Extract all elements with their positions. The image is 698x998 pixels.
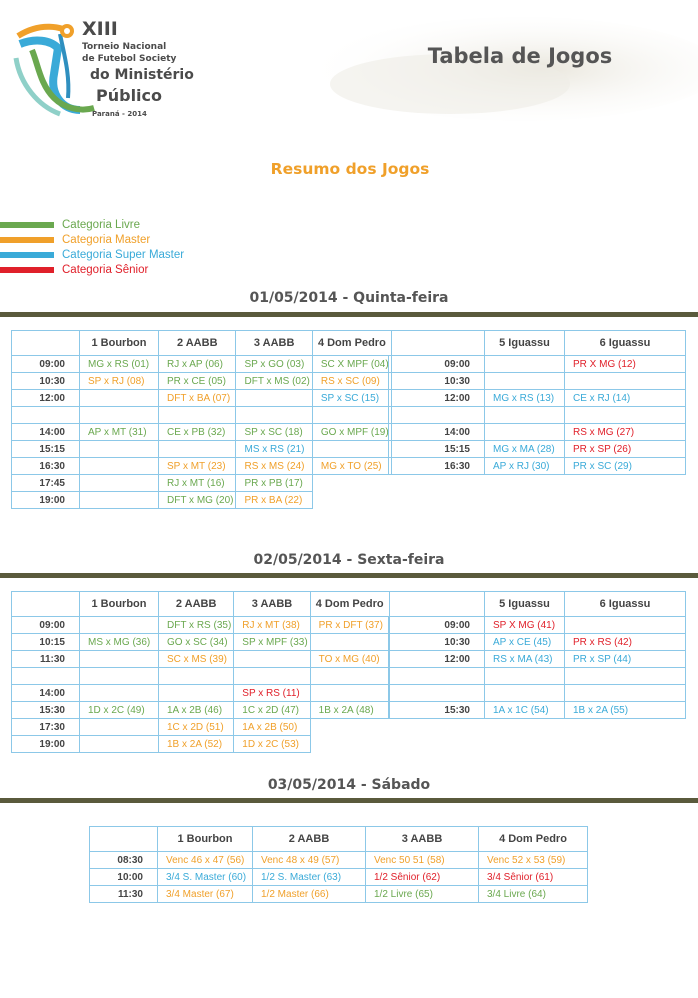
table-row	[12, 736, 390, 753]
time-header-cell	[389, 592, 485, 617]
table-row	[12, 475, 392, 492]
table-row	[389, 617, 686, 634]
game-cell: 1B x 2A (55)	[565, 702, 686, 719]
game-cell: 1D x 2C (49)	[80, 702, 159, 719]
table-row	[12, 685, 390, 702]
table-row	[389, 634, 686, 651]
table-row	[389, 651, 686, 668]
game-cell: PR x PB (17)	[236, 475, 312, 492]
empty-game-cell	[565, 685, 686, 702]
time-cell: 12:00	[389, 390, 485, 407]
venue-header: 1 Bourbon	[80, 592, 159, 617]
logo-line1: Torneio Nacional	[82, 42, 167, 52]
day-title-1: 01/05/2014 - Quinta-feira	[249, 290, 449, 306]
table-row	[12, 458, 392, 475]
day-divider-3	[0, 798, 698, 803]
empty-game-cell	[80, 492, 159, 509]
venue-header: 4 Dom Pedro	[479, 827, 588, 852]
venue-header: 3 AABB	[236, 331, 312, 356]
game-cell: 1/2 Sênior (62)	[366, 869, 479, 886]
table-row	[389, 424, 686, 441]
table-row	[12, 702, 390, 719]
game-cell: SP x GO (03)	[236, 356, 312, 373]
table-row	[389, 373, 686, 390]
empty-game-cell	[565, 407, 686, 424]
time-cell: 19:00	[12, 736, 80, 753]
game-cell: SC x MS (39)	[159, 651, 234, 668]
game-cell: DFT x RS (35)	[159, 617, 234, 634]
logo-line2: de Futebol Society	[82, 54, 177, 64]
game-cell: SP x RJ (08)	[80, 373, 159, 390]
time-cell: 15:15	[12, 441, 80, 458]
game-cell: SP x SC (15)	[312, 390, 391, 407]
empty-game-cell	[236, 390, 312, 407]
time-cell: 16:30	[389, 458, 485, 475]
table-row	[12, 407, 392, 424]
empty-game-cell	[159, 441, 236, 458]
time-cell: 19:00	[12, 492, 80, 509]
venue-header: 4 Dom Pedro	[310, 592, 389, 617]
empty-game-cell	[80, 719, 159, 736]
empty-game-cell	[80, 651, 159, 668]
game-cell: 1/2 Master (66)	[253, 886, 366, 903]
time-cell: 14:00	[12, 685, 80, 702]
time-cell: 17:30	[12, 719, 80, 736]
time-header-cell	[90, 827, 158, 852]
game-cell: SP X MG (41)	[485, 617, 565, 634]
time-cell	[12, 407, 80, 424]
legend-swatch	[0, 267, 54, 273]
game-cell: PR X MG (12)	[565, 356, 686, 373]
table-row	[12, 651, 390, 668]
venue-header: 2 AABB	[159, 331, 236, 356]
time-cell: 14:00	[12, 424, 80, 441]
game-cell: RJ x MT (16)	[159, 475, 236, 492]
time-cell: 09:00	[12, 617, 80, 634]
game-cell: 3/4 Sênior (61)	[479, 869, 588, 886]
game-cell: AP x MT (31)	[80, 424, 159, 441]
game-cell: SP x MPF (33)	[234, 634, 310, 651]
legend-label: Categoria Livre	[62, 219, 140, 231]
game-cell: Venc 50 51 (58)	[366, 852, 479, 869]
empty-space	[310, 736, 389, 753]
venue-header: 4 Dom Pedro	[312, 331, 391, 356]
game-cell: AP x CE (45)	[485, 634, 565, 651]
venue-header: 2 AABB	[159, 592, 234, 617]
empty-game-cell	[159, 407, 236, 424]
time-cell: 17:45	[12, 475, 80, 492]
venue-header: 6 Iguassu	[565, 592, 686, 617]
empty-game-cell	[159, 668, 234, 685]
empty-game-cell	[236, 407, 312, 424]
table-row	[90, 886, 588, 903]
table-header-row	[389, 331, 686, 356]
empty-space	[312, 475, 391, 492]
game-cell: 1/2 S. Master (63)	[253, 869, 366, 886]
game-cell: RS x MS (24)	[236, 458, 312, 475]
legend-swatch	[0, 222, 54, 228]
empty-game-cell	[80, 390, 159, 407]
time-cell: 12:00	[389, 651, 485, 668]
time-cell: 15:30	[12, 702, 80, 719]
game-cell: RJ x AP (06)	[159, 356, 236, 373]
table-header-row	[12, 331, 392, 356]
game-cell: PR x SC (29)	[565, 458, 686, 475]
empty-game-cell	[80, 617, 159, 634]
time-cell: 10:30	[12, 373, 80, 390]
time-header-cell	[12, 331, 80, 356]
game-cell: MG x TO (25)	[312, 458, 391, 475]
table-row	[389, 668, 686, 685]
empty-game-cell	[312, 407, 391, 424]
table-row	[12, 356, 392, 373]
game-cell: 3/4 S. Master (60)	[158, 869, 253, 886]
time-cell: 16:30	[12, 458, 80, 475]
empty-game-cell	[310, 634, 389, 651]
venue-header: 2 AABB	[253, 827, 366, 852]
game-cell: Venc 52 x 53 (59)	[479, 852, 588, 869]
time-cell: 10:30	[389, 634, 485, 651]
table-row	[389, 356, 686, 373]
game-cell: 3/4 Livre (64)	[479, 886, 588, 903]
table-row	[12, 390, 392, 407]
game-cell: SC X MPF (04)	[312, 356, 391, 373]
day1-schedule-left	[11, 330, 392, 509]
table-row	[389, 407, 686, 424]
legend-label: Categoria Master	[62, 234, 151, 246]
game-cell: RJ x MT (38)	[234, 617, 310, 634]
day2-schedule-left	[11, 591, 390, 753]
empty-game-cell	[80, 475, 159, 492]
game-cell: RS x MG (27)	[565, 424, 686, 441]
legend-swatch	[0, 237, 54, 243]
empty-game-cell	[485, 356, 565, 373]
time-cell	[12, 668, 80, 685]
empty-game-cell	[80, 736, 159, 753]
table-row	[389, 685, 686, 702]
legend-swatch	[0, 252, 54, 258]
venue-header: 5 Iguassu	[485, 592, 565, 617]
time-cell: 11:30	[12, 651, 80, 668]
table-row	[12, 617, 390, 634]
game-cell: MS x MG (36)	[80, 634, 159, 651]
empty-game-cell	[234, 651, 310, 668]
time-header-cell	[389, 331, 485, 356]
empty-game-cell	[159, 685, 234, 702]
game-cell: DFT x MS (02)	[236, 373, 312, 390]
empty-space	[312, 492, 391, 509]
empty-game-cell	[310, 685, 389, 702]
table-row	[12, 424, 392, 441]
time-cell: 08:30	[90, 852, 158, 869]
game-cell: 1C x 2D (51)	[159, 719, 234, 736]
logo-line4: Público	[96, 86, 163, 105]
day2-schedule-right	[388, 591, 686, 719]
time-cell: 14:00	[389, 424, 485, 441]
time-cell: 15:30	[389, 702, 485, 719]
venue-header: 1 Bourbon	[80, 331, 159, 356]
game-cell: Venc 48 x 49 (57)	[253, 852, 366, 869]
game-cell: SP x MT (23)	[159, 458, 236, 475]
game-cell: AP x RJ (30)	[485, 458, 565, 475]
venue-header: 1 Bourbon	[158, 827, 253, 852]
game-cell: SP x SC (18)	[236, 424, 312, 441]
game-cell: 1A x 2B (50)	[234, 719, 310, 736]
time-cell	[389, 407, 485, 424]
empty-game-cell	[485, 424, 565, 441]
game-cell: TO x MG (40)	[310, 651, 389, 668]
empty-game-cell	[80, 685, 159, 702]
day-title-3: 03/05/2014 - Sábado	[267, 777, 431, 793]
day1-schedule-right	[388, 330, 686, 475]
table-row	[389, 441, 686, 458]
day3-schedule	[89, 826, 588, 903]
time-header-cell	[12, 592, 80, 617]
venue-header: 3 AABB	[234, 592, 310, 617]
empty-game-cell	[485, 407, 565, 424]
game-cell: 1C x 2D (47)	[234, 702, 310, 719]
table-row	[12, 441, 392, 458]
game-cell: PR x DFT (37)	[310, 617, 389, 634]
game-cell: MG x RS (01)	[80, 356, 159, 373]
game-cell: DFT x BA (07)	[159, 390, 236, 407]
table-row	[12, 634, 390, 651]
empty-game-cell	[565, 668, 686, 685]
game-cell: MG x MA (28)	[485, 441, 565, 458]
table-row	[389, 458, 686, 475]
venue-header: 3 AABB	[366, 827, 479, 852]
game-cell: DFT x MG (20)	[159, 492, 236, 509]
game-cell: GO x SC (34)	[159, 634, 234, 651]
time-cell: 09:00	[12, 356, 80, 373]
legend-label: Categoria Sênior	[62, 264, 149, 276]
time-cell: 11:30	[90, 886, 158, 903]
time-cell: 12:00	[12, 390, 80, 407]
game-cell: PR x CE (05)	[159, 373, 236, 390]
day-title-2: 02/05/2014 - Sexta-feira	[253, 552, 445, 568]
table-row	[12, 492, 392, 509]
game-cell: RS x SC (09)	[312, 373, 391, 390]
empty-game-cell	[234, 668, 310, 685]
game-cell: GO x MPF (19)	[312, 424, 391, 441]
game-cell: PR x SP (44)	[565, 651, 686, 668]
table-row	[90, 852, 588, 869]
game-cell: 1A x 1C (54)	[485, 702, 565, 719]
empty-game-cell	[80, 407, 159, 424]
table-header-row	[90, 827, 588, 852]
game-cell: PR x BA (22)	[236, 492, 312, 509]
game-cell: Venc 46 x 47 (56)	[158, 852, 253, 869]
time-cell	[389, 668, 485, 685]
table-row	[12, 719, 390, 736]
time-cell: 09:00	[389, 617, 485, 634]
game-cell: 1/2 Livre (65)	[366, 886, 479, 903]
table-row	[12, 373, 392, 390]
empty-game-cell	[80, 668, 159, 685]
header-brush-decoration	[300, 14, 698, 124]
empty-game-cell	[485, 668, 565, 685]
game-cell: CE x RJ (14)	[565, 390, 686, 407]
empty-game-cell	[312, 441, 391, 458]
game-cell: MS x RS (21)	[236, 441, 312, 458]
tournament-logo	[10, 14, 194, 126]
logo-roman: XIII	[82, 18, 118, 40]
logo-line5: Paraná - 2014	[92, 110, 147, 118]
game-cell: PR x SP (26)	[565, 441, 686, 458]
empty-game-cell	[80, 441, 159, 458]
game-cell: 3/4 Master (67)	[158, 886, 253, 903]
time-cell	[389, 685, 485, 702]
table-row	[389, 702, 686, 719]
day-divider-1	[0, 312, 698, 317]
game-cell: 1B x 2A (48)	[310, 702, 389, 719]
empty-game-cell	[565, 373, 686, 390]
empty-game-cell	[565, 617, 686, 634]
time-cell: 10:30	[389, 373, 485, 390]
table-header-row	[389, 592, 686, 617]
page-title: Tabela de Jogos	[427, 44, 613, 68]
logo-line3: do Ministério	[90, 67, 194, 83]
table-header-row	[12, 592, 390, 617]
game-cell: 1D x 2C (53)	[234, 736, 310, 753]
page-subtitle: Resumo dos Jogos	[270, 160, 430, 178]
game-cell: MG x RS (13)	[485, 390, 565, 407]
time-cell: 15:15	[389, 441, 485, 458]
venue-header: 5 Iguassu	[485, 331, 565, 356]
empty-game-cell	[485, 685, 565, 702]
time-cell: 09:00	[389, 356, 485, 373]
game-cell: CE x PB (32)	[159, 424, 236, 441]
time-cell: 10:00	[90, 869, 158, 886]
empty-game-cell	[310, 668, 389, 685]
empty-game-cell	[80, 458, 159, 475]
empty-game-cell	[485, 373, 565, 390]
table-row	[12, 668, 390, 685]
empty-space	[310, 719, 389, 736]
time-cell: 10:15	[12, 634, 80, 651]
table-row	[389, 390, 686, 407]
day-divider-2	[0, 573, 698, 578]
venue-header: 6 Iguassu	[565, 331, 686, 356]
legend-label: Categoria Super Master	[62, 249, 185, 261]
game-cell: PR x RS (42)	[565, 634, 686, 651]
game-cell: 1A x 2B (46)	[159, 702, 234, 719]
table-row	[90, 869, 588, 886]
game-cell: 1B x 2A (52)	[159, 736, 234, 753]
game-cell: SP x RS (11)	[234, 685, 310, 702]
game-cell: RS x MA (43)	[485, 651, 565, 668]
